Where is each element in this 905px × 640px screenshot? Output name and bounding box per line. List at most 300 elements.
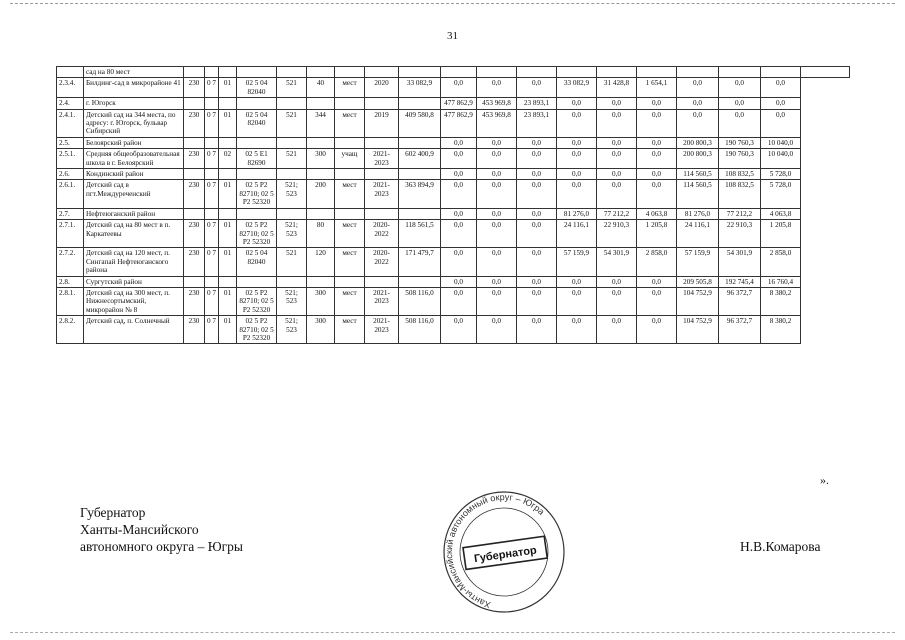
table-cell: 230 xyxy=(184,109,205,137)
table-cell: 477 862,9 xyxy=(441,98,477,109)
table-cell: 77 212,2 xyxy=(719,208,761,219)
table-cell: 10 040,0 xyxy=(761,137,801,148)
table-cell: 02 5 04 82040 xyxy=(237,248,277,276)
table-cell: мест xyxy=(335,109,365,137)
table-cell: 521 xyxy=(277,248,307,276)
table-cell xyxy=(719,67,761,78)
signature-block xyxy=(80,504,243,555)
row-number-cell xyxy=(57,67,84,78)
table-cell xyxy=(365,208,399,219)
table-cell: 0,0 xyxy=(597,109,637,137)
table-row xyxy=(57,137,850,148)
table-row xyxy=(57,208,850,219)
table-cell: 0,0 xyxy=(557,169,597,180)
table-cell: 230 xyxy=(184,316,205,344)
table-cell: 190 760,3 xyxy=(719,137,761,148)
table-cell: 1 654,1 xyxy=(637,78,677,98)
table-cell: 1 205,8 xyxy=(637,220,677,248)
table-cell: 0,0 xyxy=(557,276,597,287)
table-cell: 0,0 xyxy=(477,316,517,344)
table-cell: 0,0 xyxy=(477,287,517,315)
table-cell: 0 7 xyxy=(205,248,219,276)
table-cell: 24 116,1 xyxy=(677,220,719,248)
table-cell: мест xyxy=(335,287,365,315)
row-title-cell: Сургутский район xyxy=(84,276,184,287)
row-title-cell: Белоярский район xyxy=(84,137,184,148)
table-cell xyxy=(277,98,307,109)
table-body xyxy=(57,67,850,344)
table-cell: 104 752,9 xyxy=(677,287,719,315)
row-number-cell: 2.8.1. xyxy=(57,287,84,315)
table-cell: 02 5 P2 82710; 02 5 P2 52320 xyxy=(237,180,277,208)
table-cell: 0,0 xyxy=(441,137,477,148)
signatory-name: Н.В.Комарова xyxy=(740,539,821,554)
table-cell: 230 xyxy=(184,149,205,169)
table-cell: 120 xyxy=(307,248,335,276)
table-cell: 96 372,7 xyxy=(719,287,761,315)
table-cell: 0,0 xyxy=(637,169,677,180)
table-cell xyxy=(277,137,307,148)
table-row xyxy=(57,316,850,344)
table-cell: 5 728,0 xyxy=(761,169,801,180)
table-row xyxy=(57,67,850,78)
table-cell: 0,0 xyxy=(597,276,637,287)
table-cell: 0,0 xyxy=(517,287,557,315)
table-cell: 0,0 xyxy=(597,98,637,109)
table-cell xyxy=(399,98,441,109)
table-cell: 02 5 E1 82690 xyxy=(237,149,277,169)
table-cell: 0,0 xyxy=(477,137,517,148)
table-cell: 0,0 xyxy=(517,276,557,287)
row-title-cell: Детский сад на 344 места, по адресу: г. Югорск, бульвар Сибирский xyxy=(84,109,184,137)
table-cell xyxy=(277,276,307,287)
table-cell: 0,0 xyxy=(597,316,637,344)
table-cell: 0,0 xyxy=(637,149,677,169)
table-cell xyxy=(399,137,441,148)
table-cell: 0,0 xyxy=(637,316,677,344)
table-cell: 0,0 xyxy=(441,180,477,208)
table-cell: 0,0 xyxy=(441,220,477,248)
table-cell: 0,0 xyxy=(441,316,477,344)
table-cell: 0,0 xyxy=(477,276,517,287)
table-cell: мест xyxy=(335,248,365,276)
table-cell xyxy=(277,67,307,78)
table-cell: 01 xyxy=(219,316,237,344)
table-cell: 508 116,0 xyxy=(399,316,441,344)
table-cell: 2020-2022 xyxy=(365,248,399,276)
table-cell: 0,0 xyxy=(441,169,477,180)
table-cell: мест xyxy=(335,316,365,344)
row-number-cell: 2.6.1. xyxy=(57,180,84,208)
table-cell xyxy=(365,276,399,287)
table-cell: 300 xyxy=(307,316,335,344)
row-title-cell: Детский сад на 300 мест, п. Нижнесортымский, микрорайон № 8 xyxy=(84,287,184,315)
table-cell: 0,0 xyxy=(597,149,637,169)
table-cell: 80 xyxy=(307,220,335,248)
table-cell xyxy=(307,276,335,287)
row-title-cell: Билдинг-сад в микрорайоне 41 xyxy=(84,78,184,98)
table-cell: 2021-2023 xyxy=(365,180,399,208)
table-cell: 521 xyxy=(277,109,307,137)
table-cell: 0 7 xyxy=(205,78,219,98)
table-cell: 10 040,0 xyxy=(761,149,801,169)
table-cell xyxy=(219,276,237,287)
table-cell: 0,0 xyxy=(477,208,517,219)
table-cell: 0,0 xyxy=(477,180,517,208)
table-cell: 0,0 xyxy=(557,98,597,109)
table-cell: 0,0 xyxy=(441,287,477,315)
table-cell: 0,0 xyxy=(637,180,677,208)
table-cell: 23 893,1 xyxy=(517,109,557,137)
table-cell: 02 5 P2 82710; 02 5 P2 52320 xyxy=(237,316,277,344)
table-cell: 118 561,5 xyxy=(399,220,441,248)
table-cell: 300 xyxy=(307,287,335,315)
table-cell: 22 910,3 xyxy=(719,220,761,248)
table-cell: 23 893,1 xyxy=(517,98,557,109)
table-cell: 02 5 04 82040 xyxy=(237,78,277,98)
table-cell: 0,0 xyxy=(441,149,477,169)
table-cell: 0,0 xyxy=(477,149,517,169)
table-row xyxy=(57,109,850,137)
table-cell xyxy=(597,67,637,78)
table-cell: 0,0 xyxy=(637,137,677,148)
table-cell: 01 xyxy=(219,287,237,315)
table-cell xyxy=(307,208,335,219)
table-cell: 54 301,9 xyxy=(719,248,761,276)
table-cell: 33 082,9 xyxy=(557,78,597,98)
table-cell xyxy=(184,208,205,219)
row-title-cell: Детский сад в пгт.Междуреченский xyxy=(84,180,184,208)
row-title-cell: Детский сад, п. Солнечный xyxy=(84,316,184,344)
table-cell: 114 560,5 xyxy=(677,169,719,180)
table-cell: 2020-2022 xyxy=(365,220,399,248)
table-row xyxy=(57,287,850,315)
table-cell xyxy=(219,208,237,219)
table-cell: 0,0 xyxy=(761,98,801,109)
bottom-scan-edge xyxy=(10,632,895,633)
table-cell: 0,0 xyxy=(761,109,801,137)
table-cell: 521; 523 xyxy=(277,287,307,315)
table-cell xyxy=(801,67,850,78)
table-cell: 521 xyxy=(277,149,307,169)
table-cell: 0,0 xyxy=(517,248,557,276)
table-cell: 2021-2023 xyxy=(365,149,399,169)
table-cell: 2 858,0 xyxy=(761,248,801,276)
signature-region-line2: автономного округа – Югры xyxy=(80,539,243,554)
table-cell: 0,0 xyxy=(441,208,477,219)
table-cell xyxy=(219,67,237,78)
signature-title: Губернатор xyxy=(80,505,146,520)
table-cell xyxy=(477,67,517,78)
table-cell: 0,0 xyxy=(637,276,677,287)
table-cell: 0,0 xyxy=(441,276,477,287)
table-cell: 02 5 P2 82710; 02 5 P2 52320 xyxy=(237,287,277,315)
seal-center-text: Губернатор xyxy=(473,544,538,566)
table-cell xyxy=(184,67,205,78)
row-title-cell: г. Югорск xyxy=(84,98,184,109)
table-row xyxy=(57,169,850,180)
table-cell xyxy=(184,169,205,180)
row-title-cell: сад на 80 мест xyxy=(84,67,184,78)
table-row xyxy=(57,98,850,109)
row-title-cell: Нефтеюганский район xyxy=(84,208,184,219)
table-cell: 0,0 xyxy=(517,169,557,180)
table-cell: 01 xyxy=(219,109,237,137)
table-cell: 96 372,7 xyxy=(719,316,761,344)
table-cell xyxy=(637,67,677,78)
table-cell: 0,0 xyxy=(597,287,637,315)
table-cell: 02 xyxy=(219,149,237,169)
table-cell: 0,0 xyxy=(557,149,597,169)
table-cell: 0,0 xyxy=(677,78,719,98)
table-cell xyxy=(399,276,441,287)
table-cell xyxy=(335,276,365,287)
table-cell: 1 205,8 xyxy=(761,220,801,248)
row-title-cell: Кондинский район xyxy=(84,169,184,180)
table-cell xyxy=(219,98,237,109)
table-cell: 171 479,7 xyxy=(399,248,441,276)
table-cell: 5 728,0 xyxy=(761,180,801,208)
table-cell: 0,0 xyxy=(477,248,517,276)
table-cell: 0 7 xyxy=(205,109,219,137)
table-cell: 521; 523 xyxy=(277,220,307,248)
table-cell xyxy=(335,169,365,180)
table-cell: 108 832,5 xyxy=(719,169,761,180)
table-cell: 33 082,9 xyxy=(399,78,441,98)
table-cell: 0,0 xyxy=(719,78,761,98)
table-cell: 01 xyxy=(219,180,237,208)
table-cell xyxy=(335,98,365,109)
table-row xyxy=(57,220,850,248)
table-cell: 31 428,8 xyxy=(597,78,637,98)
table-cell: мест xyxy=(335,220,365,248)
table-cell: 0,0 xyxy=(441,78,477,98)
table-cell: 0 7 xyxy=(205,149,219,169)
table-row xyxy=(57,248,850,276)
table-cell: 22 910,3 xyxy=(597,220,637,248)
table-cell xyxy=(761,67,801,78)
table-cell xyxy=(307,67,335,78)
table-cell: 344 xyxy=(307,109,335,137)
table-cell: 2 858,0 xyxy=(637,248,677,276)
table-cell: 81 276,0 xyxy=(677,208,719,219)
table-cell: 0,0 xyxy=(637,287,677,315)
table-cell: 81 276,0 xyxy=(557,208,597,219)
table-cell xyxy=(335,208,365,219)
table-cell xyxy=(365,137,399,148)
table-cell: 0,0 xyxy=(517,180,557,208)
table-cell: 0,0 xyxy=(557,316,597,344)
table-cell: 0,0 xyxy=(557,180,597,208)
table-cell: 521; 523 xyxy=(277,316,307,344)
table-cell xyxy=(205,67,219,78)
table-cell xyxy=(335,137,365,148)
table-cell: мест xyxy=(335,78,365,98)
row-number-cell: 2.4.1. xyxy=(57,109,84,137)
table-cell: 40 xyxy=(307,78,335,98)
table-cell: 57 159,9 xyxy=(677,248,719,276)
table-cell xyxy=(399,67,441,78)
row-number-cell: 2.3.4. xyxy=(57,78,84,98)
table-cell xyxy=(399,208,441,219)
table-cell xyxy=(184,137,205,148)
table-cell: 0,0 xyxy=(597,137,637,148)
table-cell xyxy=(277,208,307,219)
table-cell: 508 116,0 xyxy=(399,287,441,315)
table-cell xyxy=(441,67,477,78)
signature-region-line1: Ханты-Мансийского xyxy=(80,522,199,537)
table-cell xyxy=(184,276,205,287)
table-cell: 77 212,2 xyxy=(597,208,637,219)
table-cell xyxy=(237,169,277,180)
table-cell: 0,0 xyxy=(517,316,557,344)
table-cell: 114 560,5 xyxy=(677,180,719,208)
table-cell: 363 894,9 xyxy=(399,180,441,208)
table-cell: 453 969,8 xyxy=(477,109,517,137)
row-number-cell: 2.7.1. xyxy=(57,220,84,248)
row-number-cell: 2.5. xyxy=(57,137,84,148)
table-cell: 4 063,8 xyxy=(761,208,801,219)
table-cell: 0,0 xyxy=(677,98,719,109)
table-cell: 230 xyxy=(184,287,205,315)
table-cell: 0,0 xyxy=(761,78,801,98)
row-number-cell: 2.8. xyxy=(57,276,84,287)
table-cell: 8 380,2 xyxy=(761,316,801,344)
table-cell: 0,0 xyxy=(637,109,677,137)
table-cell xyxy=(307,137,335,148)
table-cell xyxy=(237,67,277,78)
table-cell xyxy=(205,137,219,148)
table-cell: 200 800,3 xyxy=(677,137,719,148)
row-title-cell: Детский сад на 120 мест, п. Сингапай Нефтеюганского района xyxy=(84,248,184,276)
table-cell xyxy=(335,67,365,78)
table-cell: 01 xyxy=(219,78,237,98)
table-cell: 0 7 xyxy=(205,287,219,315)
table-cell: 192 745,4 xyxy=(719,276,761,287)
table-cell: 0,0 xyxy=(597,180,637,208)
row-number-cell: 2.7.2. xyxy=(57,248,84,276)
table-cell xyxy=(557,67,597,78)
table-cell xyxy=(365,67,399,78)
table-cell xyxy=(399,169,441,180)
table-cell: 108 832,5 xyxy=(719,180,761,208)
table-cell: 0,0 xyxy=(477,78,517,98)
table-cell xyxy=(677,67,719,78)
table-cell: 0,0 xyxy=(517,220,557,248)
table-row xyxy=(57,180,850,208)
table-cell: 200 800,3 xyxy=(677,149,719,169)
table-cell xyxy=(365,98,399,109)
table-cell xyxy=(237,276,277,287)
table-cell xyxy=(277,169,307,180)
table-cell: 0,0 xyxy=(557,137,597,148)
table-cell: учащ xyxy=(335,149,365,169)
page-number: 31 xyxy=(447,30,458,42)
table-cell: 57 159,9 xyxy=(557,248,597,276)
table-cell: мест xyxy=(335,180,365,208)
table-cell: 54 301,9 xyxy=(597,248,637,276)
table-cell xyxy=(205,208,219,219)
table-cell: 0 7 xyxy=(205,220,219,248)
table-cell: 02 5 P2 82710; 02 5 P2 52320 xyxy=(237,220,277,248)
table-cell: 602 400,9 xyxy=(399,149,441,169)
table-cell: 0,0 xyxy=(517,137,557,148)
table-cell xyxy=(219,137,237,148)
table-cell: 2019 xyxy=(365,109,399,137)
table-cell: 4 063,8 xyxy=(637,208,677,219)
table-cell: 02 5 04 82040 xyxy=(237,109,277,137)
table-row xyxy=(57,78,850,98)
table-cell: 190 760,3 xyxy=(719,149,761,169)
table-cell: 477 862,9 xyxy=(441,109,477,137)
table-cell: 2021-2023 xyxy=(365,316,399,344)
table-cell: 300 xyxy=(307,149,335,169)
table-cell: 104 752,9 xyxy=(677,316,719,344)
table-cell: 0,0 xyxy=(637,98,677,109)
table-row xyxy=(57,149,850,169)
table-cell: 8 380,2 xyxy=(761,287,801,315)
table-cell: 16 760,4 xyxy=(761,276,801,287)
table-cell: 409 580,8 xyxy=(399,109,441,137)
table-cell: 230 xyxy=(184,78,205,98)
table-cell: 0,0 xyxy=(719,98,761,109)
table-cell: 521; 523 xyxy=(277,180,307,208)
row-number-cell: 2.5.1. xyxy=(57,149,84,169)
table-cell: 209 505,8 xyxy=(677,276,719,287)
official-seal xyxy=(424,486,584,614)
closing-quote: ». xyxy=(820,473,829,487)
table-cell: 0 7 xyxy=(205,180,219,208)
table-cell: 230 xyxy=(184,180,205,208)
table-cell: 0,0 xyxy=(597,169,637,180)
table-cell xyxy=(237,98,277,109)
table-cell xyxy=(365,169,399,180)
table-cell: 24 116,1 xyxy=(557,220,597,248)
table-cell xyxy=(307,98,335,109)
top-scan-edge xyxy=(10,3,895,4)
table-cell: 01 xyxy=(219,248,237,276)
budget-table xyxy=(56,66,850,344)
table-cell: 01 xyxy=(219,220,237,248)
table-cell xyxy=(307,169,335,180)
table-cell xyxy=(184,98,205,109)
row-number-cell: 2.4. xyxy=(57,98,84,109)
table-row xyxy=(57,276,850,287)
table-cell: 0,0 xyxy=(557,287,597,315)
table-cell: 0,0 xyxy=(441,248,477,276)
table-cell: 0 7 xyxy=(205,316,219,344)
table-cell: 230 xyxy=(184,220,205,248)
table-cell: 0,0 xyxy=(557,109,597,137)
table-cell: 0,0 xyxy=(517,78,557,98)
row-number-cell: 2.6. xyxy=(57,169,84,180)
table-cell xyxy=(205,276,219,287)
table-cell xyxy=(219,169,237,180)
table-cell: 200 xyxy=(307,180,335,208)
row-title-cell: Детский сад на 80 мест в п. Каркатеевы xyxy=(84,220,184,248)
table-cell xyxy=(205,169,219,180)
table-cell xyxy=(237,137,277,148)
table-cell: 0,0 xyxy=(517,208,557,219)
table-cell: 0,0 xyxy=(517,149,557,169)
table-cell xyxy=(205,98,219,109)
table-cell: 2021-2023 xyxy=(365,287,399,315)
row-number-cell: 2.8.2. xyxy=(57,316,84,344)
table-cell: 453 969,8 xyxy=(477,98,517,109)
seal-ring-text: Ханты-Мансийский автономный округ – Югра xyxy=(444,491,547,611)
row-number-cell: 2.7. xyxy=(57,208,84,219)
table-cell xyxy=(517,67,557,78)
